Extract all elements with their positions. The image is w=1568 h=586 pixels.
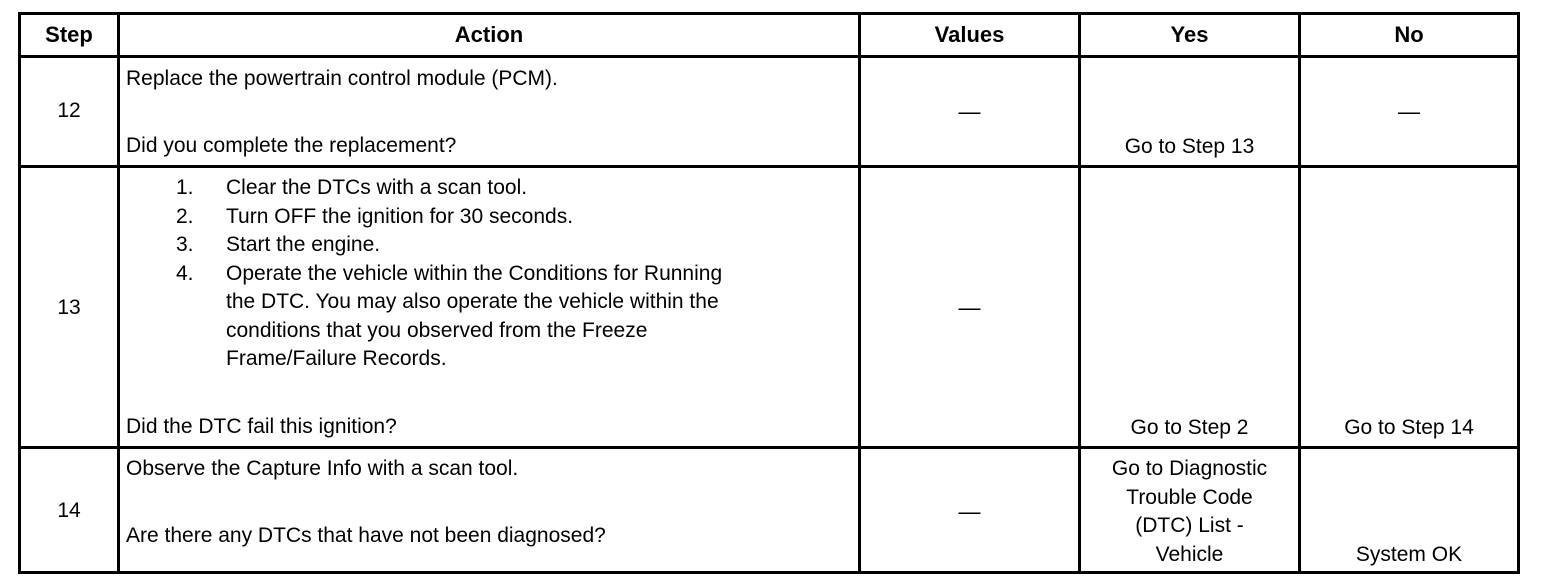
values-cell: — xyxy=(958,295,981,320)
row-divider xyxy=(21,55,1517,58)
yes-cell: Go to Step 2 xyxy=(1130,416,1249,439)
action-text: Observe the Capture Info with a scan tool. xyxy=(126,457,519,480)
no-cell: Go to Step 14 xyxy=(1344,416,1474,439)
step-number: 12 xyxy=(57,99,81,122)
no-cell: — xyxy=(1398,99,1420,124)
values-cell: — xyxy=(958,99,981,124)
action-text: Replace the powertrain control module (PCM). xyxy=(126,67,558,90)
row-divider xyxy=(21,165,1517,168)
action-steps-list xyxy=(126,174,851,374)
step-number: 14 xyxy=(57,499,81,522)
header-values: Values xyxy=(934,22,1005,47)
list-item: 3. Start the engine. xyxy=(176,233,381,256)
yes-cell: Go to Step 13 xyxy=(1124,135,1255,158)
yes-cell: Go to Diagnostic Trouble Code (DTC) List - Vehicle xyxy=(1111,457,1268,566)
list-item: 2. Turn OFF the ignition for 30 seconds. xyxy=(176,204,574,228)
row-divider xyxy=(21,446,1517,449)
diagnostic-table xyxy=(18,12,1520,574)
values-cell: — xyxy=(958,499,981,524)
header-step: Step xyxy=(45,22,93,47)
step-number: 13 xyxy=(57,296,81,319)
column-divider xyxy=(117,15,120,571)
action-question: Did you complete the replacement? xyxy=(126,134,457,157)
no-cell: System OK xyxy=(1355,543,1463,566)
list-item: 1. Clear the DTCs with a scan tool. xyxy=(176,176,528,199)
list-item: 4. Operate the vehicle within the Conditions for Running the DTC. You may also operate the vehicle within the conditions that you observed from the Freeze Frame/Failure Records. xyxy=(176,261,723,370)
header-yes: Yes xyxy=(1170,22,1209,47)
header-action: Action xyxy=(454,22,524,47)
header-no: No xyxy=(1394,22,1424,47)
action-question: Are there any DTCs that have not been diagnosed? xyxy=(126,524,606,547)
numbered-list xyxy=(126,174,851,374)
action-question: Did the DTC fail this ignition? xyxy=(126,415,397,438)
